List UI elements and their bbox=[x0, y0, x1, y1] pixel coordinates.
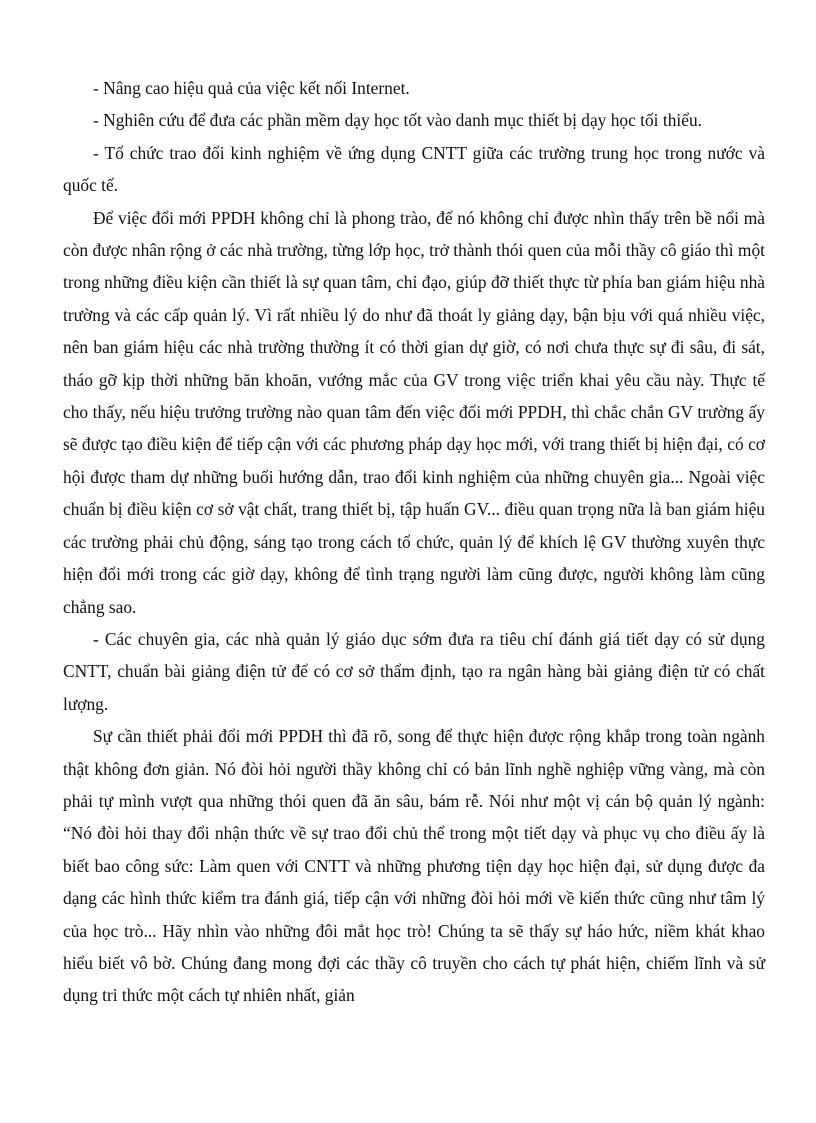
paragraph-necessity: Sự cần thiết phải đổi mới PPDH thì đã rõ, song để thực hiện được rộng khắp trong toàn ngành thật không đơn giản. Nó đòi hỏi người thầy không chỉ có bản lĩnh nghề nghiệp vững vàng, mà còn phải tự mình vượt qua những thói quen đã ăn sâu, bám rễ. Nói như một vị cán bộ quản lý ngành: “Nó đòi hỏi thay đổi nhận thức về sự trao đổi chủ thể trong một tiết dạy và phục vụ cho điều ấy là biết bao công sức: Làm quen với CNTT và những phương tiện dạy học hiện đại, sử dụng được đa dạng các hình thức kiểm tra đánh giá, tiếp cận với những đòi hỏi mới về kiến thức cũng như tâm lý của học trò... Hãy nhìn vào những đôi mắt học trò! Chúng ta sẽ thấy sự háo hức, niềm khát khao hiểu biết vô bờ. Chúng đang mong đợi các thầy cô truyền cho cách tự phát hiện, chiếm lĩnh và sử dụng tri thức một cách tự nhiên nhất, giản bbox=[63, 726, 765, 1006]
paragraph-criteria: - Các chuyên gia, các nhà quản lý giáo dục sớm đưa ra tiêu chí đánh giá tiết dạy có sử dụng CNTT, chuẩn bài giảng điện tử để có cơ sở thẩm định, tạo ra ngân hàng bài giảng điện tử có chất lượng. bbox=[63, 628, 765, 714]
paragraph-internet: - Nâng cao hiệu quả của việc kết nối Internet. bbox=[93, 78, 410, 98]
paragraph-software: - Nghiên cứu để đưa các phần mềm dạy học tốt vào danh mục thiết bị dạy học tối thiểu. bbox=[93, 110, 702, 131]
document-page bbox=[63, 72, 765, 1012]
paragraph-management: Để việc đổi mới PPDH không chỉ là phong trào, để nó không chỉ được nhìn thấy trên bề nổi mà còn được nhân rộng ở các nhà trường, từng lớp học, trở thành thói quen của mỗi thầy cô giáo thì một trong những điều kiện cần thiết là sự quan tâm, chỉ đạo, giúp đỡ thiết thực từ phía ban giám hiệu nhà trường và các cấp quản lý. Vì rất nhiều lý do như đã thoát ly giảng dạy, bận bịu với quá nhiều việc, nên ban giám hiệu các nhà trường thường ít có thời gian dự giờ, có nơi chưa thực sự đi sâu, đi sát, tháo gỡ kịp thời những băn khoăn, vướng mắc của GV trong việc triển khai yêu cầu này. Thực tế cho thấy, nếu hiệu trưởng trường nào quan tâm đến việc đổi mới PPDH, thì chắc chắn GV trường ấy sẽ được tạo điều kiện để tiếp cận với các phương pháp dạy học mới, với trang thiết bị hiện đại, có cơ hội được tham dự những buổi hướng dẫn, trao đổi kinh nghiệm của những chuyên gia... Ngoài việc chuẩn bị điều kiện cơ sở vật chất, trang thiết bị, tập huấn GV... điều quan trọng nữa là ban giám hiệu các trường phải chủ động, sáng tạo trong cách tổ chức, quản lý để khích lệ GV thường xuyên thực hiện đổi mới trong các giờ dạy, không để tình trạng người làm cũng được, người không làm cũng chẳng sao. bbox=[63, 207, 765, 617]
paragraph-exchange: - Tổ chức trao đổi kinh nghiệm về ứng dụng CNTT giữa các trường trung học trong nước và quốc tế. bbox=[63, 142, 765, 196]
